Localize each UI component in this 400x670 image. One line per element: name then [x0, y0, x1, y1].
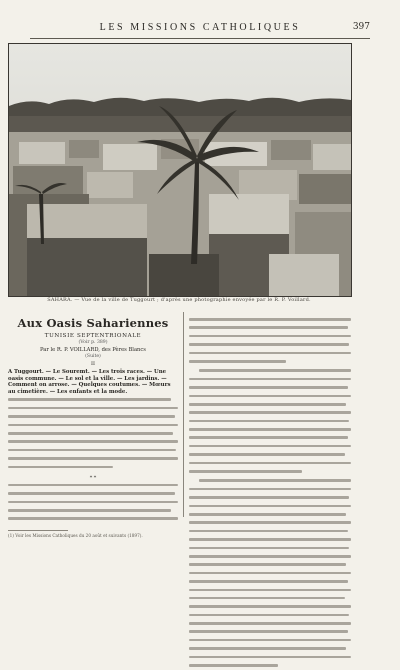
photo-illustration	[9, 44, 351, 296]
article-byline: Par le R. P. VOILLARD, des Pères Blancs	[40, 347, 146, 353]
body-paragraph	[189, 369, 351, 476]
article-title: Aux Oasis Sahariennes	[17, 316, 169, 330]
article-subtitle: TUNISIE SEPTENTRIONALE	[44, 333, 142, 339]
article-reference: (Voir p. 389)	[78, 340, 108, 345]
body-paragraph	[8, 398, 178, 472]
right-column	[189, 316, 351, 670]
body-paragraph	[189, 318, 351, 366]
footnote-rule	[8, 530, 68, 531]
article-sequel-note: (Suite)	[85, 354, 101, 359]
photo-caption: SAHARA. — Vue de la ville de Tuggourt ; d'après une photographie envoyée par le R. P. Voillard.	[47, 297, 311, 303]
footnote: (1) Voir les Missions Catholiques du 20 août et suivants (1897).	[8, 532, 143, 538]
page-number: 397	[352, 22, 370, 32]
oasis-photograph	[8, 43, 352, 297]
left-column	[8, 316, 178, 538]
column-divider	[183, 312, 184, 517]
chapter-number: II	[91, 361, 95, 367]
running-header	[30, 22, 370, 39]
body-paragraph	[8, 484, 178, 524]
chapter-summary: A Tuggourt. — Le Souremt. — Les trois races. — Une oasis commune. — Le sol et la ville. — Les jardins. — Comment on arrose. — Quelques coutumes. — Mœurs au cimetière. — Les enfants et la mode.	[8, 369, 171, 395]
section-separator: * *	[89, 474, 97, 481]
body-paragraph	[189, 479, 351, 670]
running-title: LES MISSIONS CATHOLIQUES	[99, 22, 301, 33]
